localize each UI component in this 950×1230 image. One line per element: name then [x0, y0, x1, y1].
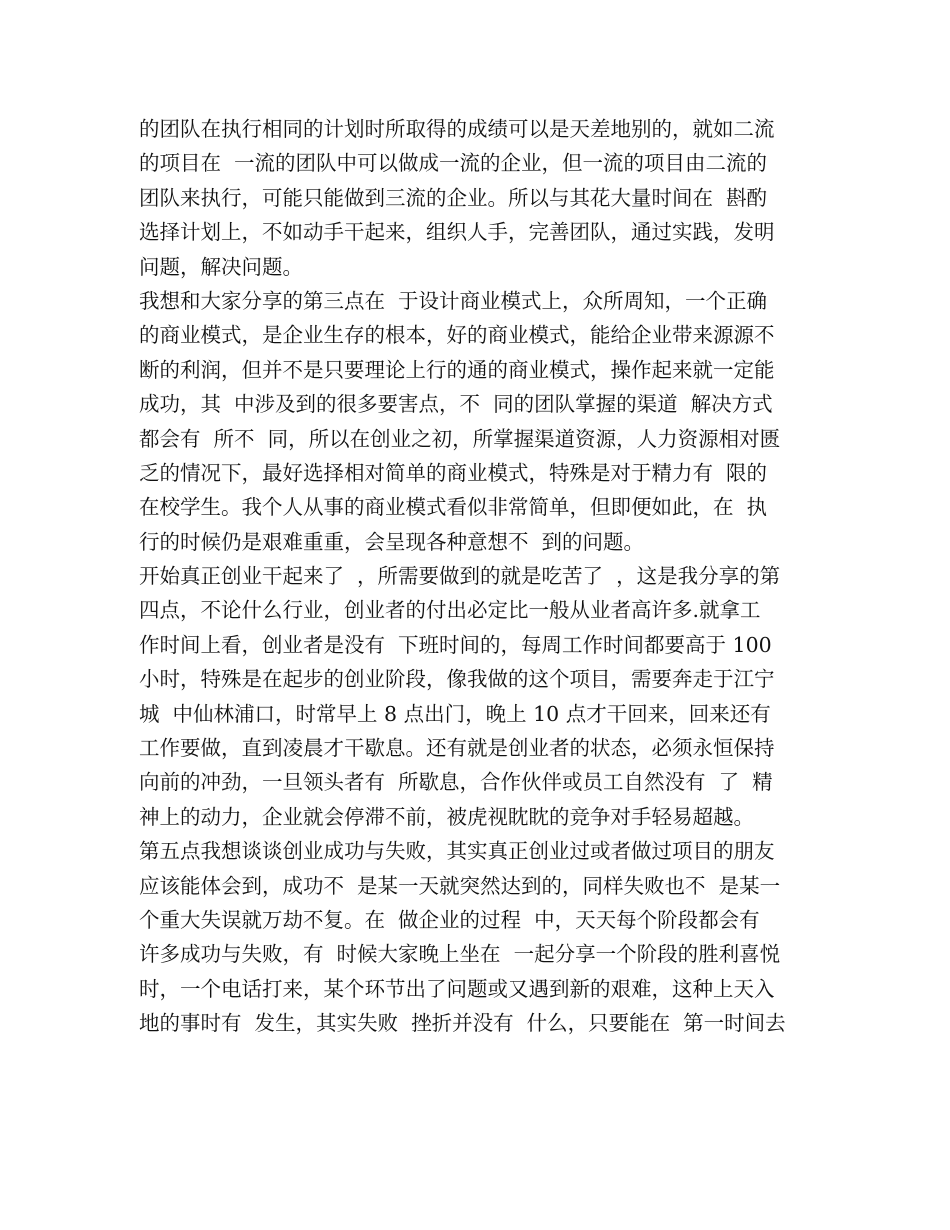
text-line: 时，一个电话打来，某个环节出了问题或又遇到新的艰难，这种上天入	[139, 976, 775, 1001]
text-line: 地的事时有 发生，其实失败 挫折并没有 什么，只要能在 第一时间去	[139, 1011, 786, 1036]
text-line: 在校学生。我个人从事的商业模式看似非常简单，但即便如此，在 执	[139, 495, 768, 520]
text-line: 我想和大家分享的第三点在 于设计商业模式上，众所周知，一个正确	[139, 288, 768, 313]
text-line: 开始真正创业干起来了 ，所需要做到的就是吃苦了 ，这是我分享的第	[139, 564, 781, 589]
text-line: 个重大失误就万劫不复。在 做企业的过程 中，天天每个阶段都会有	[139, 907, 760, 932]
text-line: 工作要做，直到凌晨才干歇息。还有就是创业者的状态，必须永恒保持	[139, 736, 775, 761]
text-line: 神上的动力，企业就会停滞不前，被虎视眈眈的竞争对手轻易超越。	[139, 804, 754, 829]
text-line: 的团队在执行相同的计划时所取得的成绩可以是天差地别的，就如二流	[139, 117, 775, 141]
text-line: 向前的冲劲，一旦领头者有 所歇息，合作伙伴或员工自然没有 了 精	[139, 770, 773, 795]
text-line: 团队来执行，可能只能做到三流的企业。所以与其花大量时间在 斟酌	[139, 185, 768, 210]
text-line: 成功，其 中涉及到的很多要害点，不 同的团队掌握的渠道 解决方式	[139, 392, 773, 417]
text-line: 应该能体会到，成功不 是某一天就突然达到的，同样失败也不 是某一	[139, 873, 781, 898]
text-line: 许多成功与失败，有 时候大家晚上坐在 一起分享一个阶段的胜利喜悦	[139, 942, 781, 967]
body-text	[139, 112, 829, 1041]
text-line: 行的时候仍是艰难重重，会呈现各种意想不 到的问题。	[139, 529, 645, 554]
text-line: 第五点我想谈谈创业成功与失败，其实真正创业过或者做过项目的朋友	[139, 839, 775, 864]
text-line: 断的利润，但并不是只要理论上行的通的商业模式，操作起来就一定能	[139, 357, 775, 382]
text-line: 问题，解决问题。	[139, 254, 303, 279]
text-line: 的商业模式，是企业生存的根本，好的商业模式，能给企业带来源源不	[139, 323, 775, 348]
text-line: 都会有 所不 同，所以在创业之初，所掌握渠道资源，人力资源相对匮	[139, 426, 781, 451]
text-line: 选择计划上，不如动手干起来，组织人手，完善团队，通过实践，发明	[139, 220, 775, 245]
text-line: 的项目在 一流的团队中可以做成一流的企业，但一流的项目由二流的	[139, 151, 768, 176]
text-line: 作时间上看，创业者是没有 下班时间的，每周工作时间都要高于 100	[139, 632, 772, 657]
text-line: 四点，不论什么行业，创业者的付出必定比一般从业者高许多.就拿工	[139, 598, 761, 623]
text-line: 城 中仙林浦口，时常早上 8 点出门，晚上 10 点才干回来，回来还有	[139, 701, 771, 726]
text-line: 小时，特殊是在起步的创业阶段，像我做的这个项目，需要奔走于江宁	[139, 667, 775, 692]
text-line: 乏的情况下，最好选择相对简单的商业模式，特殊是对于精力有 限的	[139, 460, 768, 485]
